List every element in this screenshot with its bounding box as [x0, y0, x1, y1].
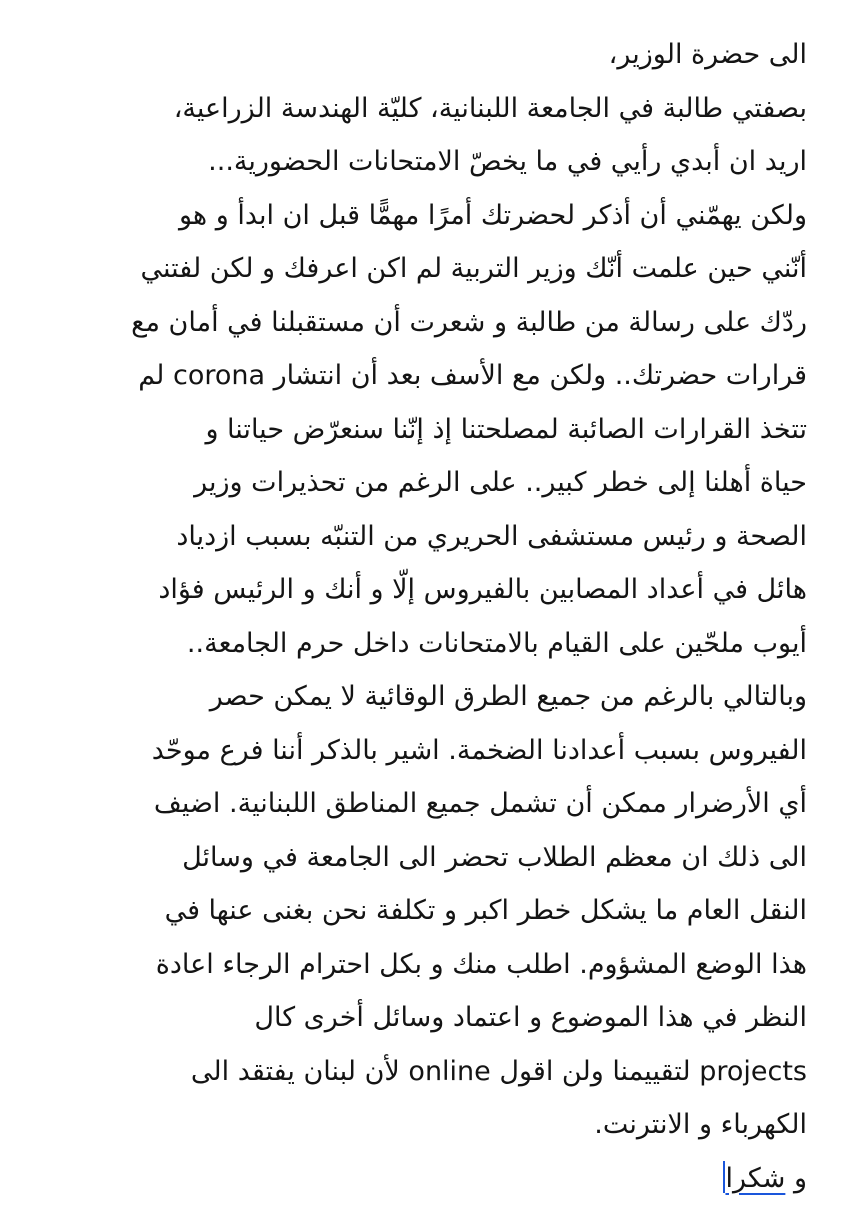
text-line: هائل في أعداد المصابين بالفيروس إلّا و أنك و الرئيس فؤاد	[34, 563, 807, 617]
text-line: projects لتقييمنا ولن اقول online لأن لبنان يفتقد الى	[34, 1045, 807, 1099]
letter-text-area[interactable]	[34, 28, 807, 1205]
text-line: الكهرباء و الانترنت.	[34, 1098, 807, 1152]
text-line: ولكن يهمّني أن أذكر لحضرتك أمرًا مهمًّا قبل ان ابدأ و هو	[34, 189, 807, 243]
text-line: أيوب ملحّين على القيام بالامتحانات داخل حرم الجامعة..	[34, 617, 807, 671]
closing-word: شكرا	[725, 1163, 785, 1194]
text-line: أنّني حين علمت أنّك وزير التربية لم اكن اعرفك و لكن لفتني	[34, 242, 807, 296]
text-line: قرارات حضرتك.. ولكن مع الأسف بعد أن انتشار corona لم	[34, 349, 807, 403]
text-line: أي الأرضرار ممكن أن تشمل جميع المناطق اللبنانية. اضيف	[34, 777, 807, 831]
closing-prefix: و	[785, 1163, 807, 1194]
text-line: النظر في هذا الموضوع و اعتماد وسائل أخرى كال	[34, 991, 807, 1045]
text-line: هذا الوضع المشؤوم. اطلب منك و بكل احترام الرجاء اعادة	[34, 938, 807, 992]
text-line: الفيروس بسبب أعدادنا الضخمة. اشير بالذكر أننا فرع موحّد	[34, 724, 807, 778]
text-line: حياة أهلنا إلى خطر كبير.. على الرغم من تحذيرات وزير	[34, 456, 807, 510]
text-line: بصفتي طالبة في الجامعة اللبنانية، كليّة الهندسة الزراعية،	[34, 82, 807, 136]
closing-line	[34, 1152, 807, 1205]
text-line: ردّك على رسالة من طالبة و شعرت أن مستقبلنا في أمان مع	[34, 296, 807, 350]
text-line: الى حضرة الوزير،	[34, 28, 807, 82]
text-line: الصحة و رئيس مستشفى الحريري من التنبّه بسبب ازدياد	[34, 510, 807, 564]
text-line: الى ذلك ان معظم الطلاب تحضر الى الجامعة في وسائل	[34, 831, 807, 885]
text-line: النقل العام ما يشكل خطر اكبر و تكلفة نحن بغنى عنها في	[34, 884, 807, 938]
text-line: اريد ان أبدي رأيي في ما يخصّ الامتحانات الحضورية...	[34, 135, 807, 189]
text-line: تتخذ القرارات الصائبة لمصلحتنا إذ إنّنا سنعرّض حياتنا و	[34, 403, 807, 457]
text-line: وبالتالي بالرغم من جميع الطرق الوقائية لا يمكن حصر	[34, 670, 807, 724]
